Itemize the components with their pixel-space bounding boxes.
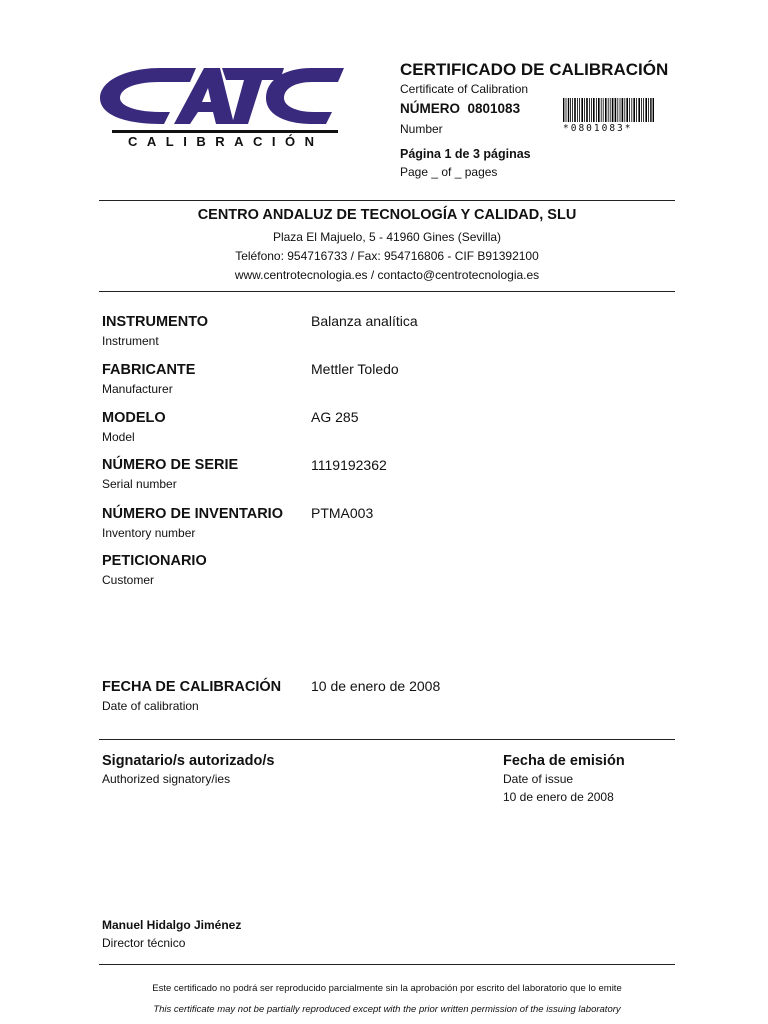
- divider-signatures: [99, 739, 675, 740]
- field-label-manufacturer: FABRICANTE: [102, 362, 196, 378]
- field-value-inventory: PTMA003: [311, 505, 374, 521]
- field-label-inventory: NÚMERO DE INVENTARIO: [102, 506, 283, 522]
- signatory-role: Director técnico: [102, 936, 186, 950]
- number-value: 0801083: [467, 101, 521, 116]
- field-label-en-serial: Serial number: [102, 477, 177, 491]
- signatories-label: Signatario/s autorizado/s: [102, 753, 275, 769]
- divider-footer: [99, 964, 675, 965]
- field-label-model: MODELO: [102, 410, 166, 426]
- signatory-name: Manuel Hidalgo Jiménez: [102, 918, 242, 932]
- footer-note-en: This certificate may not be partially reproduced except with the prior written permission of the issuing laboratory: [153, 1004, 621, 1015]
- issue-date-label-en: Date of issue: [503, 772, 574, 786]
- divider-top: [99, 200, 675, 201]
- field-label-en-customer: Customer: [102, 573, 155, 587]
- calibration-date-label: FECHA DE CALIBRACIÓN: [102, 679, 282, 695]
- field-value-serial: 1119192362: [311, 457, 387, 473]
- page-count: Página 1 de 3 páginas: [400, 147, 531, 161]
- signatories-label-en: Authorized signatory/ies: [102, 772, 231, 786]
- field-label-en-manufacturer: Manufacturer: [102, 382, 173, 396]
- number-label-en: Number: [400, 122, 443, 136]
- field-label-en-instrument: Instrument: [102, 334, 159, 348]
- field-label-customer: PETICIONARIO: [102, 553, 207, 569]
- calibration-date-label-en: Date of calibration: [102, 699, 199, 713]
- issue-date-value: 10 de enero de 2008: [503, 790, 614, 804]
- issue-date-label: Fecha de emisión: [503, 753, 625, 769]
- calibration-date-value: 10 de enero de 2008: [311, 678, 441, 694]
- certificate-number: [400, 101, 520, 116]
- field-value-model: AG 285: [311, 409, 359, 425]
- divider-org: [99, 291, 675, 292]
- certificate-title-en: Certificate of Calibration: [400, 82, 529, 96]
- organization-address: Plaza El Majuelo, 5 - 41960 Gines (Sevilla): [272, 230, 502, 244]
- number-label: NÚMERO: [400, 101, 460, 116]
- field-value-instrument: Balanza analítica: [311, 313, 418, 329]
- organization-phone: Teléfono: 954716733 / Fax: 954716806 - CIF B91392100: [235, 249, 539, 263]
- barcode-text: *0801083*: [563, 123, 633, 134]
- logo-subtitle: CALIBRACIÓN: [128, 134, 324, 149]
- organization-name: CENTRO ANDALUZ DE TECNOLOGÍA Y CALIDAD, SLU: [197, 207, 577, 223]
- barcode: [563, 98, 654, 122]
- page-count-en: Page _ of _ pages: [400, 165, 498, 179]
- certificate-title: CERTIFICADO DE CALIBRACIÓN: [400, 60, 669, 79]
- footer-note-es: Este certificado no podrá ser reproducido parcialmente sin la aprobación por escrito del laboratorio que lo emite: [152, 983, 622, 994]
- organization-web: www.centrotecnologia.es / contacto@centrotecnologia.es: [234, 268, 540, 282]
- field-value-manufacturer: Mettler Toledo: [311, 361, 399, 377]
- field-label-en-model: Model: [102, 430, 135, 444]
- field-label-en-inventory: Inventory number: [102, 526, 196, 540]
- field-label-serial: NÚMERO DE SERIE: [102, 457, 239, 473]
- field-label-instrument: INSTRUMENTO: [102, 314, 209, 330]
